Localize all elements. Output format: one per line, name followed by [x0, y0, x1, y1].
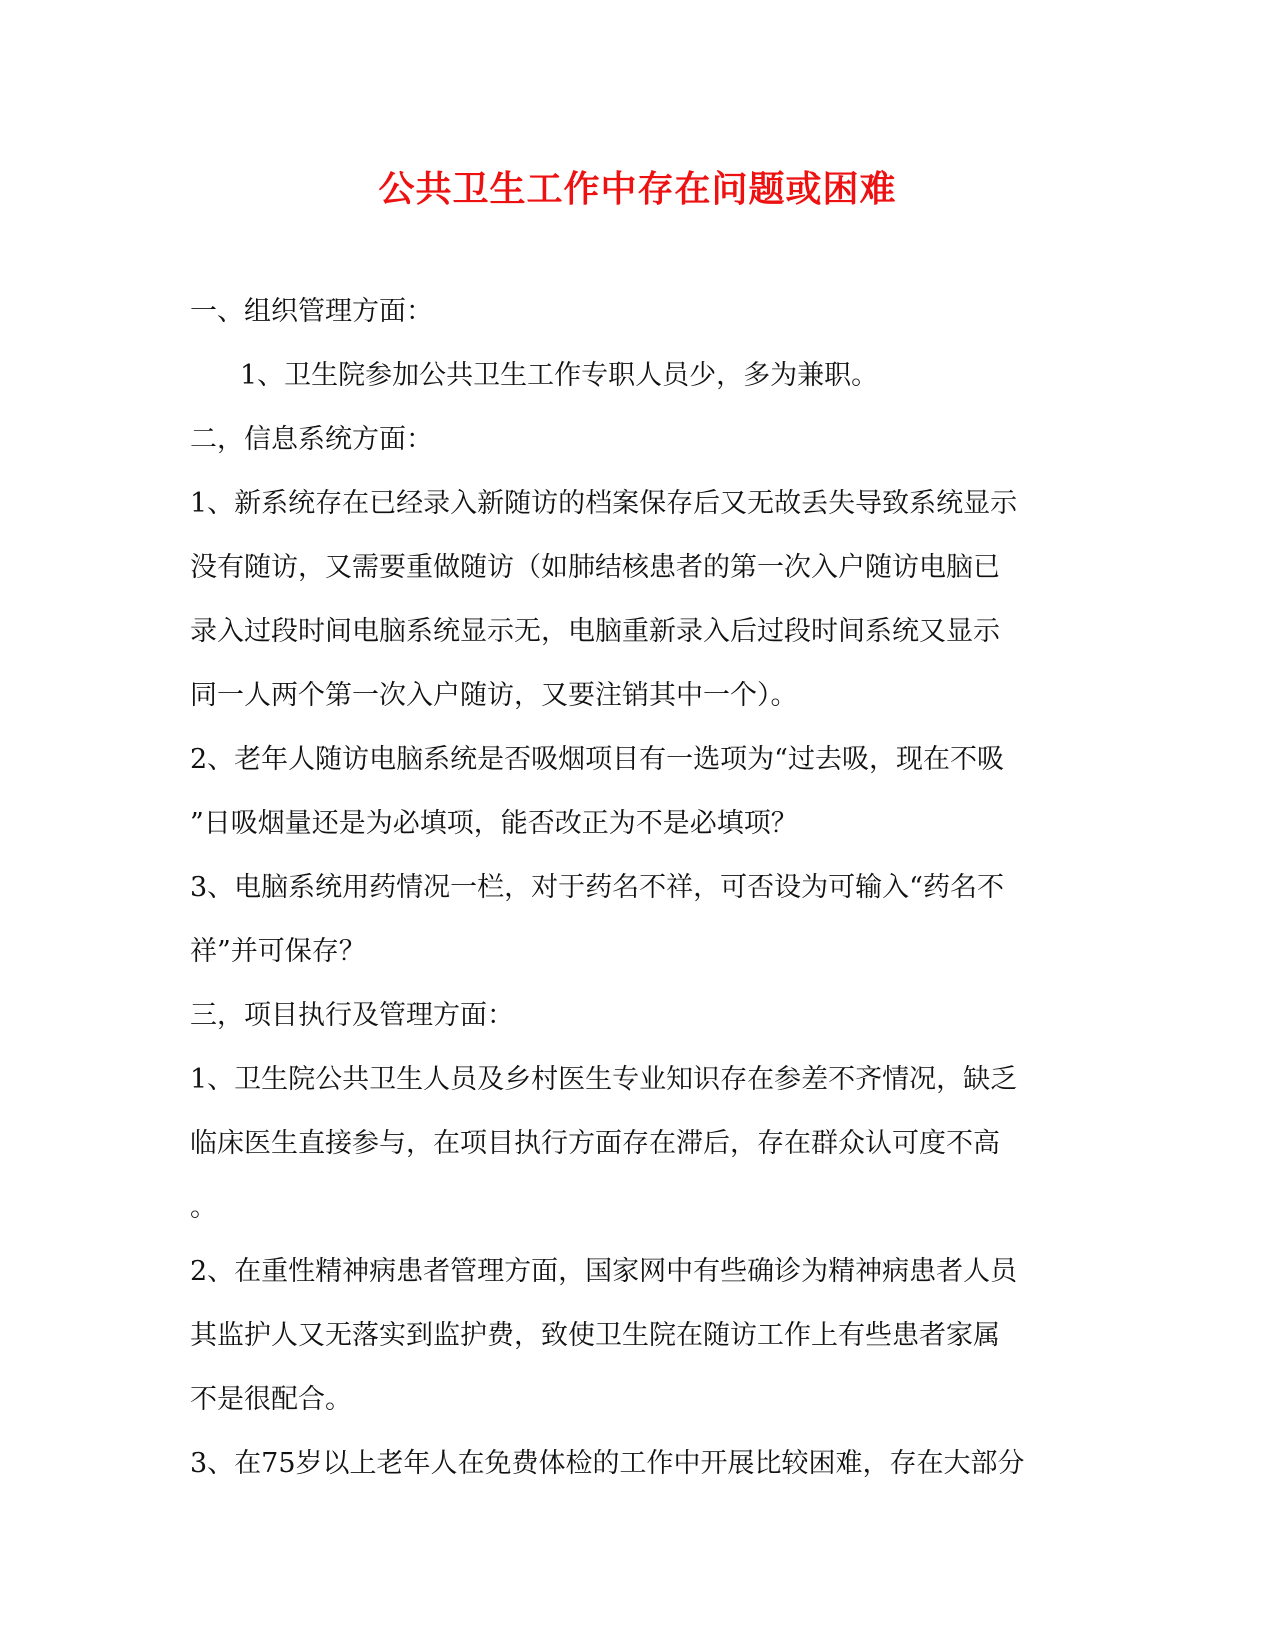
paragraph-line: 其监护人又无落实到监护费，致使卫生院在随访工作上有些患者家属	[190, 1320, 1000, 1351]
section-heading: 二，信息系统方面：	[190, 424, 433, 455]
paragraph-line: 1、新系统存在已经录入新随访的档案保存后又无故丢失导致系统显示	[190, 488, 1018, 519]
document-title: 公共卫生工作中存在问题或困难	[378, 168, 897, 210]
paragraph-line: 录入过段时间电脑系统显示无，电脑重新录入后过段时间系统又显示	[190, 616, 1000, 647]
paragraph-line: 2、在重性精神病患者管理方面，国家网中有些确诊为精神病患者人员	[190, 1256, 1018, 1287]
paragraph-line: 同一人两个第一次入户随访，又要注销其中一个）。	[190, 680, 798, 711]
document-body	[190, 280, 1090, 1496]
paragraph-line: 3、在75岁以上老年人在免费体检的工作中开展比较困难，存在大部分	[190, 1448, 1025, 1479]
paragraph-line: ”日吸烟量还是为必填项，能否改正为不是必填项？	[190, 808, 798, 839]
paragraph-line: 2、老年人随访电脑系统是否吸烟项目有一选项为“过去吸，现在不吸	[190, 744, 1004, 775]
paragraph-line: 。	[190, 1192, 217, 1223]
paragraph-line: 临床医生直接参与，在项目执行方面存在滞后，存在群众认可度不高	[190, 1128, 1000, 1159]
paragraph-line: 祥”并可保存？	[190, 936, 366, 967]
paragraph-line: 1、卫生院参加公共卫生工作专职人员少，多为兼职。	[240, 360, 879, 391]
paragraph-line: 3、电脑系统用药情况一栏，对于药名不祥，可否设为可输入“药名不	[190, 872, 1004, 903]
section-heading: 一、组织管理方面：	[190, 296, 433, 327]
paragraph-line: 没有随访，又需要重做随访（如肺结核患者的第一次入户随访电脑已	[190, 552, 1000, 583]
paragraph-line: 1、卫生院公共卫生人员及乡村医生专业知识存在参差不齐情况，缺乏	[190, 1064, 1018, 1095]
paragraph-line: 不是很配合。	[190, 1384, 352, 1415]
section-heading: 三，项目执行及管理方面：	[190, 1000, 514, 1031]
